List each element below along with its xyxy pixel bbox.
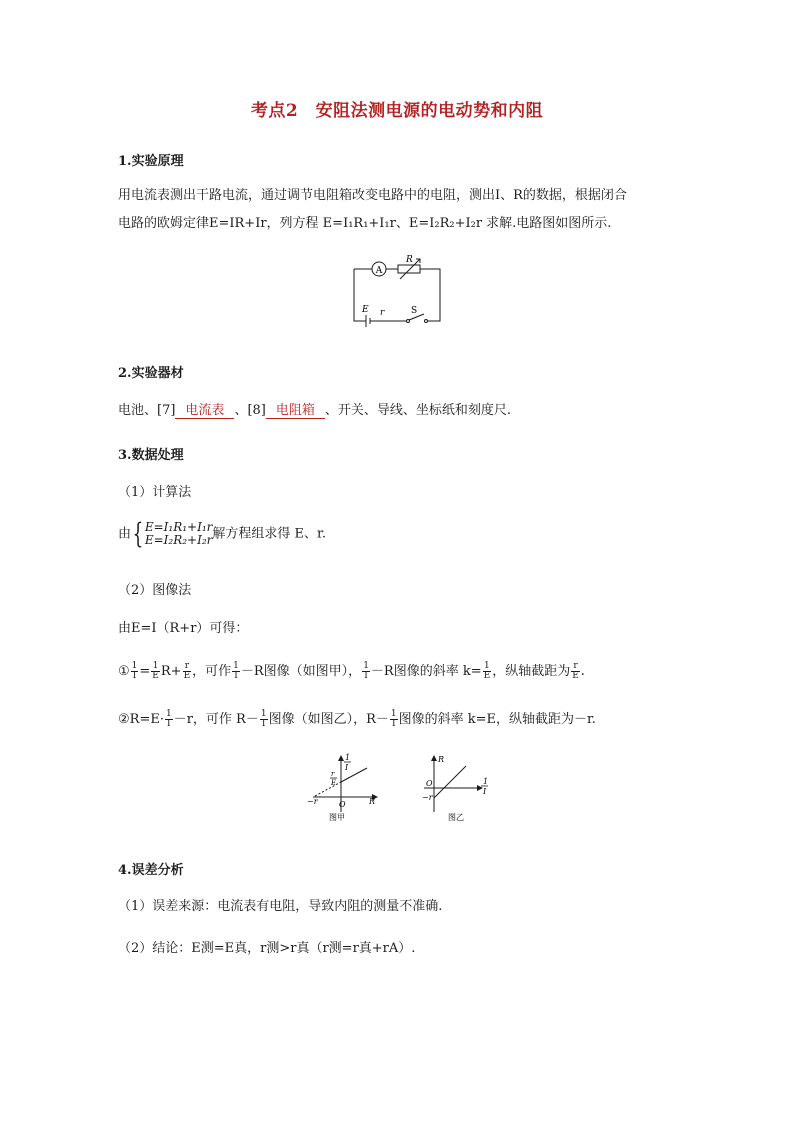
error-item-2: （2）结论：E测=E真，r测>r真（r测=r真+rA）. bbox=[118, 941, 416, 956]
equipment-prefix: 电池、[7] bbox=[118, 403, 176, 418]
svg-text:−r: −r bbox=[422, 793, 433, 802]
principle-line-1: 用电流表测出干路电流，通过调节电阻箱改变电路中的电阻，测出I、R的数据，根据闭合 bbox=[118, 188, 627, 203]
graph-yi bbox=[420, 752, 500, 824]
calc-method-label: （1）计算法 bbox=[118, 485, 192, 500]
svg-text:I: I bbox=[345, 763, 349, 772]
graph-intro: 由E=I（R+r）可得： bbox=[118, 621, 249, 636]
page-title: 考点2 安阻法测电源的电动势和内阻 bbox=[250, 101, 544, 121]
svg-text:I: I bbox=[483, 787, 487, 796]
svg-text:R: R bbox=[438, 755, 445, 764]
equipment-line bbox=[118, 402, 511, 420]
svg-text:R: R bbox=[369, 797, 376, 806]
equipment-suffix: 、开关、导线、坐标纸和刻度尺. bbox=[324, 403, 512, 418]
ammeter-label: A bbox=[375, 266, 383, 276]
svg-text:E: E bbox=[331, 779, 337, 787]
resistor-label: R bbox=[406, 255, 413, 265]
blank-resistance-box: 电阻箱 bbox=[266, 403, 325, 419]
calc-prefix: 由 bbox=[118, 526, 132, 542]
graph-item-2: ②R=E· $\frac{1}{I}$ －r，可作 R－ $\frac{1}{I}$ 图像（如图乙），R－ $\frac{1}{I}$ 图像的斜率 k=E，纵轴截距为－r. bbox=[118, 709, 596, 729]
error-item-1: （1）误差来源：电流表有电阻，导致内阻的测量不准确. bbox=[118, 899, 443, 914]
section-heading-error: 4.误差分析 bbox=[118, 863, 184, 878]
svg-text:1: 1 bbox=[345, 753, 351, 762]
equation-2: E=I₂R₂+I₂r bbox=[144, 533, 213, 547]
calc-suffix: 解方程组求得 E、r. bbox=[212, 526, 326, 542]
section-heading-data: 3.数据处理 bbox=[118, 448, 184, 463]
equation-1: E=I₁R₁+I₁r bbox=[144, 520, 213, 534]
section-heading-principle: 1.实验原理 bbox=[118, 154, 184, 169]
equation-system bbox=[118, 517, 326, 550]
principle-line-2: 电路的欧姆定律E=IR+Ir，列方程 E=I₁R₁+I₁r、E=I₂R₂+I₂r 求解.电路图如图所示. bbox=[118, 216, 612, 231]
blank-ammeter: 电流表 bbox=[175, 403, 234, 419]
equipment-middle: 、[8] bbox=[234, 403, 266, 418]
graph-yi-caption: 图乙 bbox=[448, 813, 464, 822]
svg-text:O: O bbox=[339, 800, 346, 809]
emf-label: E bbox=[362, 305, 369, 315]
svg-text:−r: −r bbox=[307, 797, 318, 806]
svg-text:1: 1 bbox=[483, 777, 489, 786]
section-heading-equipment: 2.实验器材 bbox=[118, 366, 184, 381]
svg-text:O: O bbox=[426, 779, 433, 788]
internal-resistance-label: r bbox=[380, 308, 385, 318]
left-brace: { bbox=[132, 517, 144, 550]
graph-method-label: （2）图像法 bbox=[118, 583, 192, 598]
switch-label: S bbox=[411, 306, 418, 316]
graph-jia bbox=[305, 752, 385, 824]
graph-item-1: ① $\frac{1}{I}$ = $\frac{1}{E}$ R+ $\frac{r}{E}$ ，可作 $\frac{1}{I}$ －R图像（如图甲）， $\frac{1}{I}$ －R图像的斜率 k= $\frac{1}{E}$ ，纵轴截距为 $\frac{r}{E}$ . bbox=[118, 661, 585, 681]
circuit-diagram bbox=[348, 255, 448, 327]
svg-text:r: r bbox=[331, 770, 335, 778]
graph-jia-caption: 图甲 bbox=[329, 813, 345, 822]
resistor-box-symbol bbox=[398, 265, 420, 273]
